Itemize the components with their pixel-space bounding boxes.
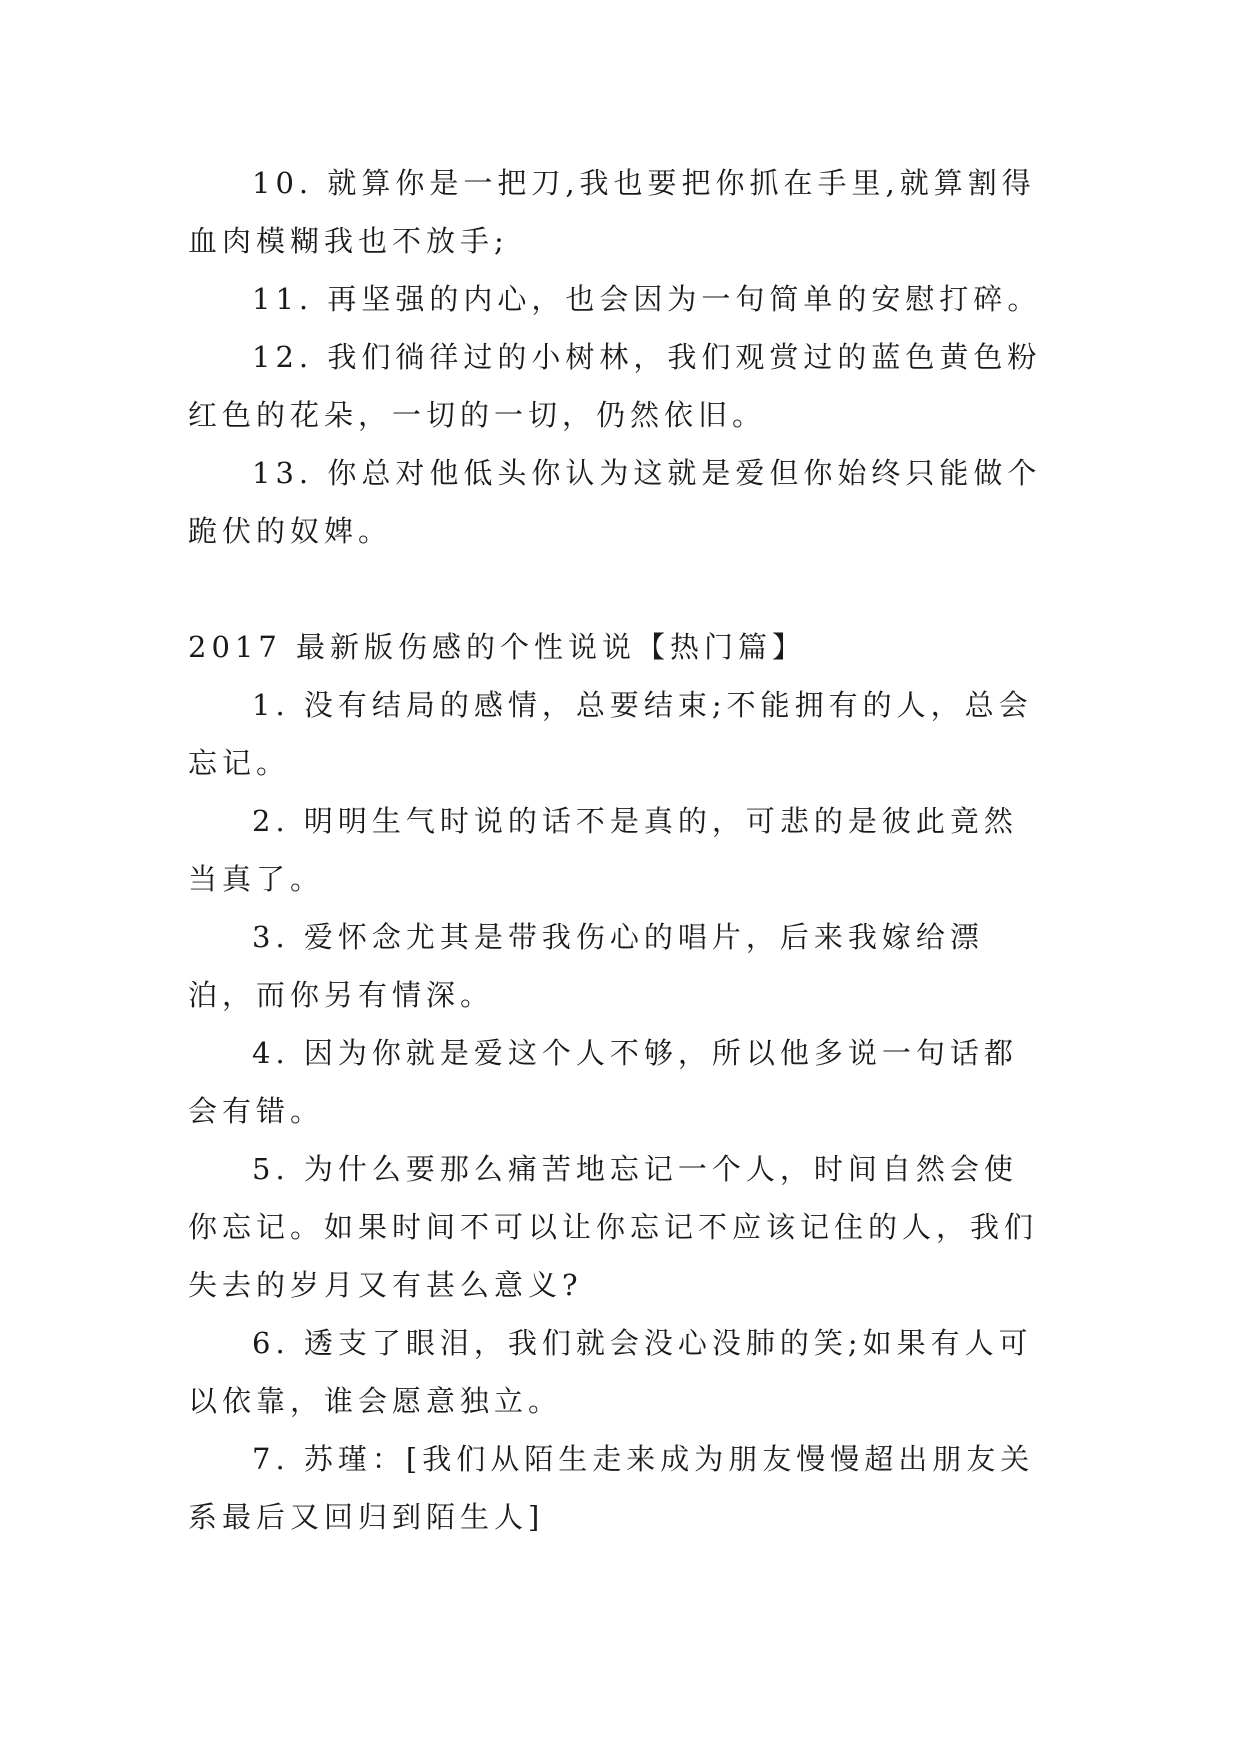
list-item: 13. 你总对他低头你认为这就是爱但你始终只能做个跪伏的奴婢。	[188, 456, 1042, 548]
list-item: 3. 爱怀念尤其是带我伤心的唱片，后来我嫁给漂泊，而你另有情深。	[188, 920, 984, 1012]
list-item: 4. 因为你就是爱这个人不够，所以他多说一句话都会有错。	[188, 1036, 1018, 1128]
list-item: 5. 为什么要那么痛苦地忘记一个人，时间自然会使你忘记。如果时间不可以让你忘记不应该记住的人，我们失去的岁月又有甚么意义?	[188, 1152, 1039, 1302]
document-body	[188, 154, 1050, 1546]
list-item: 11. 再坚强的内心，也会因为一句简单的安慰打碎。	[252, 282, 1042, 316]
list-item: 12. 我们徜徉过的小树林，我们观赏过的蓝色黄色粉红色的花朵，一切的一切，仍然依旧。	[188, 340, 1042, 432]
list-item: 2. 明明生气时说的话不是真的，可悲的是彼此竟然当真了。	[188, 804, 1018, 896]
list-item: 10. 就算你是一把刀,我也要把你抓在手里,就算割得血肉模糊我也不放手;	[188, 166, 1036, 258]
section-heading: 2017 最新版伤感的个性说说【热门篇】	[188, 630, 807, 664]
list-item: 7. 苏瑾：[我们从陌生走来成为朋友慢慢超出朋友关系最后又回归到陌生人]	[188, 1442, 1035, 1534]
list-item: 1. 没有结局的感情，总要结束;不能拥有的人，总会忘记。	[188, 688, 1033, 780]
list-item: 6. 透支了眼泪，我们就会没心没肺的笑;如果有人可以依靠，谁会愿意独立。	[188, 1326, 1033, 1418]
